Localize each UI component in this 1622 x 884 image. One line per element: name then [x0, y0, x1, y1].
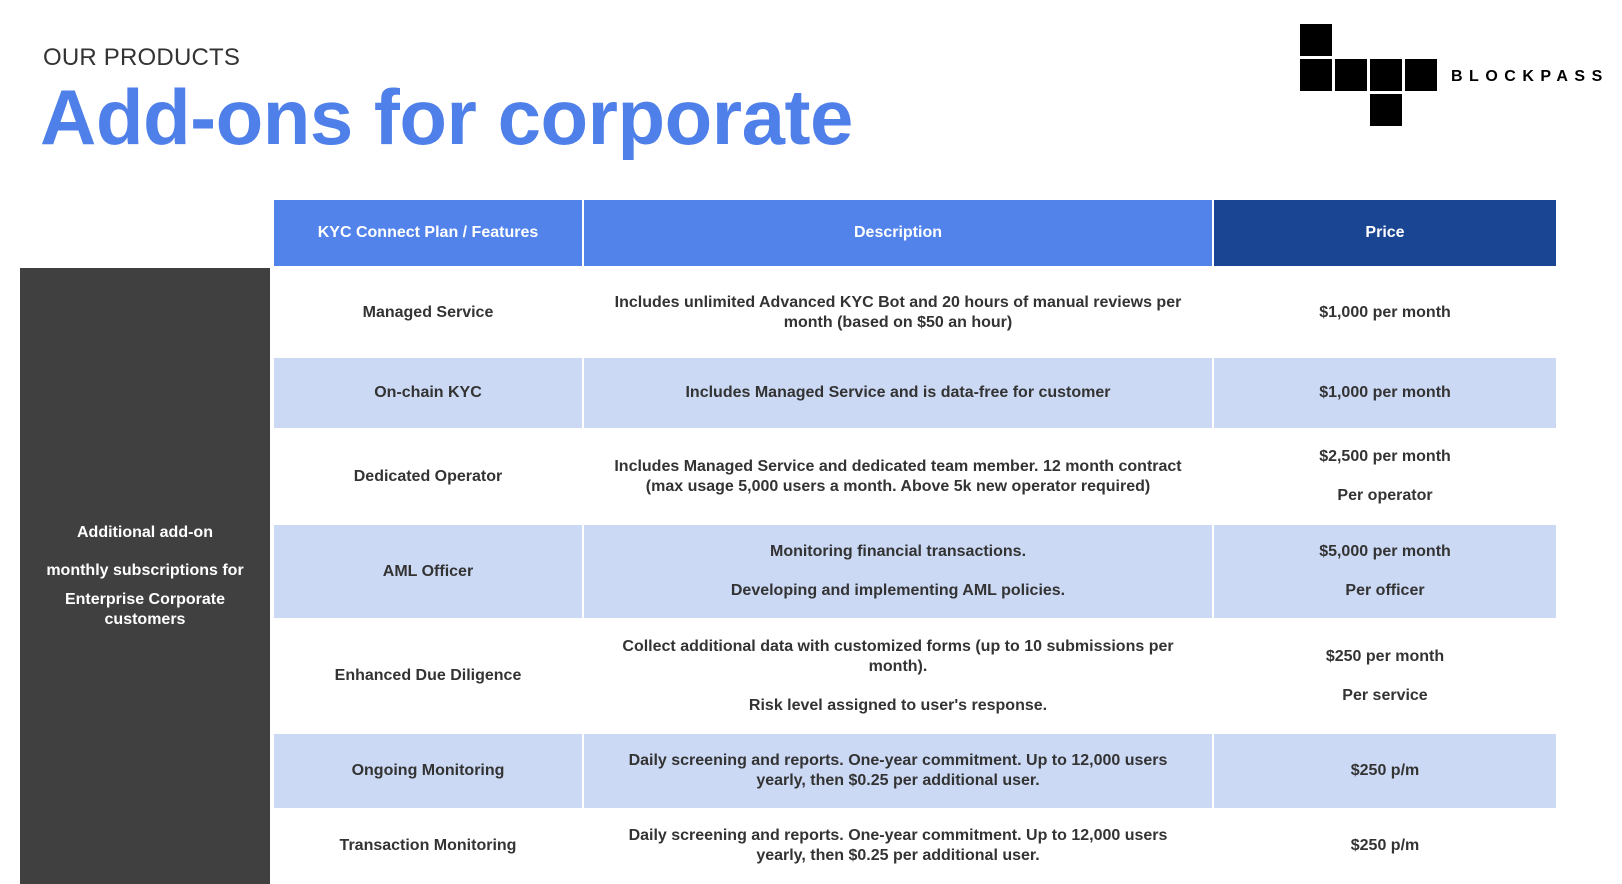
table-header-row: [273, 200, 1557, 267]
logo-block-icon: [1300, 24, 1332, 56]
table-row: [273, 808, 1557, 884]
description-text: Collect additional data with customized forms (up to 10 submissions per month).: [622, 637, 1174, 675]
price-note: Per service: [1342, 686, 1428, 704]
logo-block-icon: [1335, 59, 1367, 91]
blockpass-logo: [1300, 24, 1622, 132]
sidebar-panel: [20, 268, 270, 884]
feature-cell: Dedicated Operator: [273, 428, 583, 525]
feature-cell: Enhanced Due Diligence: [273, 618, 583, 734]
description-cell: [583, 734, 1213, 808]
feature-cell: Ongoing Monitoring: [273, 734, 583, 808]
description-text: Risk level assigned to user's response.: [748, 696, 1048, 714]
description-cell: [583, 358, 1213, 428]
logo-wordmark: BLOCKPASS: [1451, 68, 1609, 85]
sidebar-line: Enterprise Corporate customers: [64, 590, 226, 628]
description-cell: [583, 267, 1213, 358]
description-cell: [583, 618, 1213, 734]
logo-block-icon: [1405, 59, 1437, 91]
page-title: Add-ons for corporate: [40, 73, 853, 161]
price-text: $2,500 per month: [1319, 448, 1451, 465]
description-text: Includes Managed Service and dedicated team member. 12 month contract (max usage 5,000 users a month. Above 5k new operator required): [614, 457, 1182, 495]
section-eyebrow: OUR PRODUCTS: [43, 44, 241, 71]
table-row: [273, 734, 1557, 808]
logo-block-icon: [1370, 59, 1402, 91]
column-header-price: Price: [1213, 200, 1557, 267]
table-row: [273, 358, 1557, 428]
table-row: [273, 618, 1557, 734]
logo-block-icon: [1370, 94, 1402, 126]
price-note: Per operator: [1337, 487, 1433, 504]
sidebar-line: Additional add-on: [77, 523, 213, 541]
table-row: [273, 428, 1557, 525]
description-cell: [583, 428, 1213, 525]
feature-cell: AML Officer: [273, 525, 583, 618]
description-text: Includes Managed Service and is data-free for customer: [685, 384, 1111, 401]
price-note: Per officer: [1345, 582, 1425, 599]
price-text: $5,000 per month: [1319, 543, 1451, 560]
column-header-feature: KYC Connect Plan / Features: [273, 200, 583, 267]
price-text: $1,000 per month: [1319, 384, 1451, 401]
table-row: [273, 267, 1557, 358]
price-cell: [1213, 525, 1557, 618]
sidebar-line: monthly subscriptions for: [46, 561, 244, 579]
price-cell: [1213, 734, 1557, 808]
price-cell: [1213, 358, 1557, 428]
addons-table: [272, 200, 1558, 884]
price-text: $1,000 per month: [1319, 304, 1451, 321]
column-header-description: Description: [583, 200, 1213, 267]
price-cell: [1213, 618, 1557, 734]
table-row: [273, 525, 1557, 618]
price-text: $250 p/m: [1350, 837, 1420, 854]
description-text: Daily screening and reports. One-year commitment. Up to 12,000 users yearly, then $0.25 per additional user.: [628, 752, 1168, 789]
description-text: Developing and implementing AML policies.: [730, 582, 1066, 599]
description-cell: [583, 808, 1213, 884]
addons-table-container: [272, 200, 1558, 884]
price-cell: [1213, 808, 1557, 884]
price-cell: [1213, 428, 1557, 525]
description-text: Monitoring financial transactions.: [769, 543, 1027, 560]
price-cell: [1213, 267, 1557, 358]
description-text: Daily screening and reports. One-year commitment. Up to 12,000 users yearly, then $0.25 per additional user.: [628, 827, 1168, 864]
description-text: Includes unlimited Advanced KYC Bot and 20 hours of manual reviews per month (based on $50 an hour): [614, 294, 1182, 331]
price-text: $250 per month: [1325, 647, 1445, 665]
feature-cell: Managed Service: [273, 267, 583, 358]
feature-cell: On-chain KYC: [273, 358, 583, 428]
logo-block-icon: [1300, 59, 1332, 91]
description-cell: [583, 525, 1213, 618]
feature-cell: Transaction Monitoring: [273, 808, 583, 884]
price-text: $250 p/m: [1350, 762, 1420, 779]
